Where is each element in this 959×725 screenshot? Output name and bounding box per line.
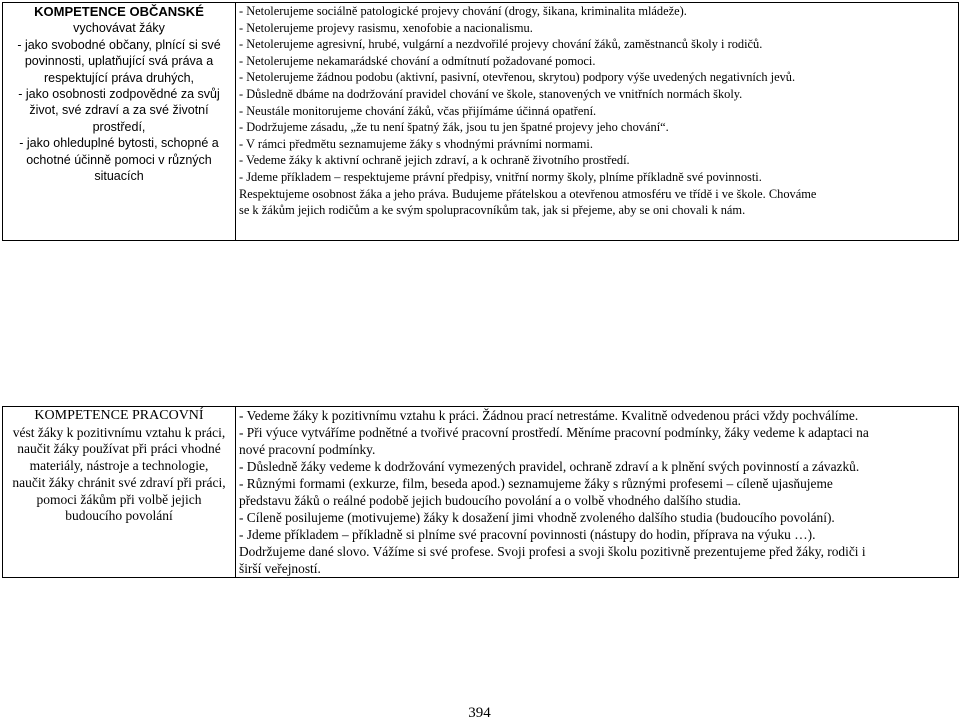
work-strategy-line: představu žáků o reálné podobě jejich budoucího povolání a o volbě vhodného dalšího studia.: [239, 493, 742, 508]
work-competence-row: [3, 407, 959, 578]
civic-strategy-line: - V rámci předmětu seznamujeme žáky s vhodnými právními normami.: [239, 136, 593, 151]
civic-goal-line: situacích: [94, 169, 144, 184]
civic-goal-line: - jako ohleduplné bytosti, schopné a: [19, 136, 219, 151]
civic-strategy-line: - Jdeme příkladem – respektujeme právní předpisy, vnitřní normy školy, plníme příkladně své povinnosti.: [239, 169, 762, 184]
page-number: 394: [468, 705, 491, 721]
civic-goal-line: život, své zdraví a za své životní: [29, 103, 209, 118]
work-strategies-cell: [236, 407, 959, 578]
work-strategy-line: nové pracovní podmínky.: [239, 442, 376, 457]
civic-strategy-line: - Vedeme žáky k aktivní ochraně jejich zdraví, a k ochraně životního prostředí.: [239, 153, 630, 168]
work-competence-heading: KOMPETENCE PRACOVNÍ: [34, 408, 204, 423]
work-strategy-line: - Vedeme žáky k pozitivnímu vztahu k práci. Žádnou prací netrestáme. Kvalitně odvedenou práci vždy pochválíme.: [239, 408, 859, 423]
civic-goals-cell: [3, 3, 236, 241]
work-goal-line: budoucího povolání: [65, 508, 173, 524]
civic-strategy-line: - Netolerujeme nekamarádské chování a odmítnutí požadované pomoci.: [239, 53, 596, 68]
civic-goal-line: respektující práva druhých,: [43, 70, 195, 85]
civic-strategies-cell: [236, 3, 959, 241]
civic-goal-line: vychovávat žáky: [73, 21, 165, 36]
work-goal-line: naučit žáky používat při práci vhodné: [17, 441, 221, 457]
civic-goal-line: - jako osobnosti zodpovědné za svůj: [18, 87, 220, 102]
civic-strategy-line: - Netolerujeme sociálně patologické projevy chování (drogy, šikana, kriminalita mládeže).: [239, 4, 687, 18]
civic-strategy-line: - Důsledně dbáme na dodržování pravidel chování ve škole, stanovených ve vnitřních normách školy.: [239, 86, 743, 101]
work-strategy-line: Dodržujeme dané slovo. Vážíme si své profese. Svoji profesi a svoji školu pozitivně prezentujeme před žáky, rodiči i: [239, 544, 866, 559]
civic-goal-line: - jako svobodné občany, plnící si své: [17, 37, 221, 52]
civic-goal-line: prostředí,: [92, 119, 146, 134]
civic-strategy-line: - Netolerujeme žádnou podobu (aktivní, pasivní, otevřenou, skrytou) podpory výše uvedených negativních jevů.: [239, 70, 796, 85]
civic-strategy-line: - Dodržujeme zásadu, „že tu není špatný žák, jsou tu jen špatné projevy jeho chování“.: [239, 120, 669, 135]
work-goal-line: vést žáky k pozitivnímu vztahu k práci,: [12, 424, 226, 440]
work-strategy-line: - Cíleně posilujeme (motivujeme) žáky k dosažení jimi vhodně zvoleného dalšího studia (budoucího povolání).: [239, 510, 835, 525]
civic-goal-line: povinnosti, uplatňující svá práva a: [24, 54, 214, 69]
work-goals-cell: [3, 407, 236, 578]
work-strategy-line: - Důsledně žáky vedeme k dodržování vymezených pravidel, ochraně zdraví a k plnění svých povinností a závazků.: [239, 459, 860, 474]
civic-competence-heading: KOMPETENCE OBČANSKÉ: [34, 4, 204, 19]
civic-strategy-line: - Netolerujeme agresivní, hrubé, vulgární a nezdvořilé projevy chování žáků, zaměstnanců školy i rodičů.: [239, 37, 763, 52]
work-goal-line: naučit žáky chránit své zdraví při práci,: [12, 474, 226, 490]
work-strategy-line: - Při výuce vytváříme podnětné a tvořivé pracovní prostředí. Měníme pracovní podmínky, žáky vedeme k adaptaci na: [239, 425, 869, 440]
work-competence-table: [2, 406, 959, 578]
work-strategy-line: širší veřejností.: [239, 561, 321, 576]
civic-strategy-line: - Neustále monitorujeme chování žáků, včas přijímáme účinná opatření.: [239, 103, 597, 118]
civic-strategy-line: Respektujeme osobnost žáka a jeho práva. Budujeme přátelskou a otevřenou atmosféru ve třídě i ve škole. Chováme: [239, 186, 817, 201]
civic-competence-table: [2, 2, 959, 241]
civic-strategy-line: - Netolerujeme projevy rasismu, xenofobie a nacionalismu.: [239, 20, 533, 35]
civic-strategy-line: se k žákům jejich rodičům a ke svým spolupracovníkům tak, jak si přejeme, aby se oni chovali k nám.: [239, 203, 746, 218]
work-strategy-line: - Různými formami (exkurze, film, beseda apod.) seznamujeme žáky s různými profesemi – cíleně ujasňujeme: [239, 476, 833, 491]
civic-goal-line: ochotné účinně pomoci v různých: [26, 152, 212, 167]
work-goal-line: materiály, nástroje a technologie,: [29, 458, 209, 474]
work-goal-line: pomoci žákům při volbě jejich: [36, 491, 202, 507]
civic-competence-row: [3, 3, 959, 241]
work-strategy-line: - Jdeme příkladem – příkladně si plníme své pracovní povinnosti (nástupy do hodin, příprava na výuku …).: [239, 527, 816, 542]
